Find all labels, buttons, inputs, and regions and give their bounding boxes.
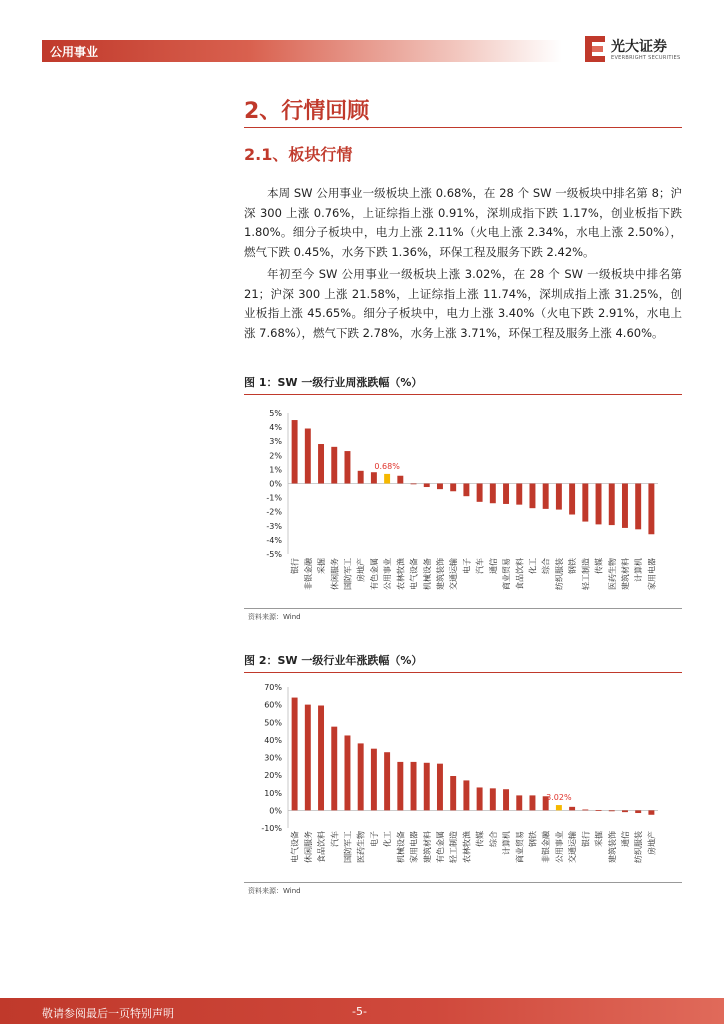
y-tick-label: 40% bbox=[264, 735, 282, 745]
y-tick-label: -10% bbox=[261, 824, 282, 833]
bar bbox=[503, 484, 509, 504]
bar bbox=[450, 484, 456, 492]
category-label: 农林牧渔 bbox=[396, 558, 406, 590]
y-tick-label: 50% bbox=[264, 718, 282, 728]
category-label: 通信 bbox=[620, 831, 630, 847]
paragraph-ytd: 年初至今 SW 公用事业一级板块上涨 3.02%，在 28 个 SW 一级板块中排名第 21；沪深 300 上涨 21.58%，上证综指上涨 11.74%，深圳成指上涨 31.25%，创业板指上涨 45.65%。细分子板块中，电力上涨 3.40%（火电下跌 2.91%，水电上涨 7.68%），燃气下跌 2.78%，水务上涨 3.71%，环保工程及服务上涨 4.60%。 bbox=[244, 267, 682, 340]
bar bbox=[424, 763, 430, 811]
category-label: 轻工制造 bbox=[449, 831, 459, 863]
category-label: 休闲服务 bbox=[330, 558, 340, 590]
category-label: 食品饮料 bbox=[317, 831, 327, 863]
bar bbox=[384, 752, 390, 810]
bar bbox=[582, 484, 588, 522]
bar bbox=[318, 706, 324, 811]
category-label: 建筑材料 bbox=[620, 558, 630, 590]
figure-1-bottom-rule bbox=[244, 608, 682, 609]
highlight-bar bbox=[384, 474, 390, 484]
category-label: 国防军工 bbox=[343, 831, 353, 863]
figure-2-top-rule bbox=[244, 672, 682, 673]
bar bbox=[344, 735, 350, 810]
subsection-heading: 2.1、板块行情 bbox=[244, 145, 353, 164]
category-label: 钢铁 bbox=[528, 831, 538, 847]
bar bbox=[556, 484, 562, 510]
bar bbox=[648, 810, 654, 814]
highlight-value-label: 0.68% bbox=[374, 461, 400, 471]
section-label: 公用事业 bbox=[50, 45, 99, 59]
bar bbox=[424, 484, 430, 488]
bar bbox=[437, 764, 443, 811]
bar bbox=[318, 444, 324, 483]
y-tick-label: -2% bbox=[266, 507, 282, 517]
category-label: 汽车 bbox=[475, 558, 485, 574]
heading-divider bbox=[244, 127, 682, 128]
bar bbox=[490, 484, 496, 504]
category-label: 食品饮料 bbox=[515, 558, 525, 590]
category-label: 轻工制造 bbox=[581, 558, 591, 590]
category-label: 房地产 bbox=[647, 831, 657, 855]
category-label: 传媒 bbox=[475, 831, 485, 847]
category-label: 银行 bbox=[290, 558, 300, 574]
y-tick-label: -4% bbox=[266, 535, 282, 545]
category-label: 银行 bbox=[581, 831, 591, 847]
figure-2-source: 资料来源：Wind bbox=[248, 887, 301, 895]
bar bbox=[503, 789, 509, 810]
category-label: 交通运输 bbox=[449, 558, 459, 590]
category-label: 纺织服装 bbox=[554, 558, 564, 590]
category-label: 商业贸易 bbox=[502, 558, 512, 590]
bar bbox=[292, 420, 298, 483]
bar bbox=[609, 484, 615, 526]
paragraph-weekly: 本周 SW 公用事业一级板块上涨 0.68%，在 28 个 SW 一级板块中排名第 8；沪深 300 上涨 0.76%，上证综指上涨 0.91%，深圳成指下跌 1.17%，创业板指下跌 1.80%。细分子板块中，电力上涨 2.11%（火电上涨 2.34%，水电上涨 2.50%），燃气下跌 0.45%，水务下跌 1.36%，环保工程及服务下跌 2.42%。 bbox=[244, 186, 682, 259]
bar bbox=[411, 484, 417, 485]
bar bbox=[397, 476, 403, 484]
y-tick-label: 20% bbox=[264, 771, 282, 781]
category-label: 公用事业 bbox=[383, 558, 393, 590]
bar bbox=[582, 809, 588, 810]
figure-1-source: 资料来源：Wind bbox=[248, 613, 301, 621]
bar bbox=[477, 484, 483, 502]
category-label: 非银金融 bbox=[303, 558, 313, 590]
company-logo bbox=[585, 34, 695, 68]
bar bbox=[543, 484, 549, 509]
logo-subtext: EVERBRIGHT SECURITIES bbox=[611, 55, 681, 61]
figure-2-title: 图 2：SW 一级行业年涨跌幅（%） bbox=[244, 654, 423, 667]
bar bbox=[477, 787, 483, 810]
y-tick-label: 2% bbox=[269, 451, 282, 461]
category-label: 房地产 bbox=[356, 558, 366, 582]
y-tick-label: 10% bbox=[264, 788, 282, 798]
category-label: 建筑材料 bbox=[422, 831, 432, 863]
bar bbox=[622, 484, 628, 528]
bar bbox=[463, 780, 469, 810]
bar bbox=[516, 795, 522, 810]
category-label: 钢铁 bbox=[568, 558, 578, 574]
category-label: 建筑装饰 bbox=[607, 831, 617, 863]
bar bbox=[490, 788, 496, 810]
category-label: 有色金属 bbox=[369, 558, 379, 590]
bar bbox=[569, 484, 575, 515]
bar bbox=[437, 484, 443, 490]
figure-1-top-rule bbox=[244, 394, 682, 395]
bar bbox=[596, 484, 602, 525]
y-tick-label: 60% bbox=[264, 700, 282, 710]
ytd-change-chart bbox=[244, 676, 682, 880]
page-number: -5- bbox=[352, 1005, 367, 1018]
category-label: 医药生物 bbox=[607, 558, 617, 590]
bar bbox=[622, 810, 628, 812]
category-label: 电气设备 bbox=[409, 558, 419, 590]
highlight-value-label: 3.02% bbox=[546, 793, 572, 803]
category-label: 医药生物 bbox=[356, 831, 366, 863]
everbright-logo-icon bbox=[585, 36, 605, 62]
logo-text: 光大证券 bbox=[611, 39, 667, 55]
category-label: 公用事业 bbox=[554, 831, 564, 863]
category-label: 建筑装饰 bbox=[435, 558, 445, 590]
y-tick-label: 30% bbox=[264, 753, 282, 763]
figure-1-title: 图 1：SW 一级行业周涨跌幅（%） bbox=[244, 376, 423, 389]
category-label: 计算机 bbox=[502, 831, 512, 855]
category-label: 电气设备 bbox=[290, 831, 300, 863]
category-label: 电子 bbox=[462, 558, 472, 574]
category-label: 交通运输 bbox=[568, 831, 578, 863]
y-tick-label: 3% bbox=[269, 437, 282, 447]
category-label: 家用电器 bbox=[647, 558, 657, 590]
bar bbox=[635, 810, 641, 813]
bar bbox=[609, 810, 615, 811]
y-tick-label: -3% bbox=[266, 521, 282, 531]
bar bbox=[331, 727, 337, 811]
category-label: 国防军工 bbox=[343, 558, 353, 590]
bar bbox=[292, 698, 298, 811]
category-label: 家用电器 bbox=[409, 831, 419, 863]
y-tick-label: 5% bbox=[269, 409, 282, 418]
bar bbox=[529, 484, 535, 509]
bar bbox=[305, 429, 311, 484]
bar bbox=[371, 472, 377, 483]
bar bbox=[463, 484, 469, 497]
y-tick-label: -1% bbox=[266, 493, 282, 503]
bar bbox=[358, 471, 364, 484]
bar bbox=[516, 484, 522, 505]
category-label: 化工 bbox=[528, 558, 538, 574]
y-tick-label: 0% bbox=[269, 806, 282, 816]
bar bbox=[569, 807, 575, 811]
section-heading: 2、行情回顾 bbox=[244, 99, 370, 124]
category-label: 机械设备 bbox=[422, 558, 432, 590]
category-label: 纺织服装 bbox=[634, 831, 644, 863]
y-tick-label: 70% bbox=[264, 683, 282, 692]
highlight-bar bbox=[556, 805, 562, 810]
bar bbox=[358, 743, 364, 810]
category-label: 农林牧渔 bbox=[462, 831, 472, 863]
category-label: 通信 bbox=[488, 558, 498, 574]
category-label: 采掘 bbox=[317, 558, 327, 574]
bar bbox=[371, 749, 377, 811]
category-label: 采掘 bbox=[594, 831, 604, 847]
y-tick-label: -5% bbox=[266, 550, 282, 559]
bar bbox=[397, 762, 403, 810]
category-label: 化工 bbox=[383, 831, 393, 847]
category-label: 电子 bbox=[369, 831, 379, 847]
bar bbox=[529, 795, 535, 810]
category-label: 非银金融 bbox=[541, 831, 551, 863]
bar bbox=[596, 810, 602, 811]
y-tick-label: 1% bbox=[269, 465, 282, 475]
bar bbox=[331, 447, 337, 484]
figure-2-bottom-rule bbox=[244, 882, 682, 883]
category-label: 综合 bbox=[541, 558, 551, 574]
category-label: 休闲服务 bbox=[303, 831, 313, 863]
category-label: 综合 bbox=[488, 831, 498, 847]
footer-disclaimer: 敬请参阅最后一页特别声明 bbox=[42, 1007, 174, 1020]
y-tick-label: 4% bbox=[269, 423, 282, 433]
category-label: 计算机 bbox=[634, 558, 644, 582]
category-label: 有色金属 bbox=[435, 831, 445, 863]
bar bbox=[305, 705, 311, 811]
bar bbox=[344, 451, 350, 483]
bar bbox=[635, 484, 641, 530]
weekly-change-chart bbox=[244, 398, 682, 606]
category-label: 机械设备 bbox=[396, 831, 406, 863]
category-label: 传媒 bbox=[594, 558, 604, 574]
bar bbox=[411, 762, 417, 810]
bar bbox=[648, 484, 654, 535]
header-bar bbox=[42, 40, 562, 62]
category-label: 商业贸易 bbox=[515, 831, 525, 863]
y-tick-label: 0% bbox=[269, 479, 282, 489]
category-label: 汽车 bbox=[330, 831, 340, 847]
bar bbox=[450, 776, 456, 810]
